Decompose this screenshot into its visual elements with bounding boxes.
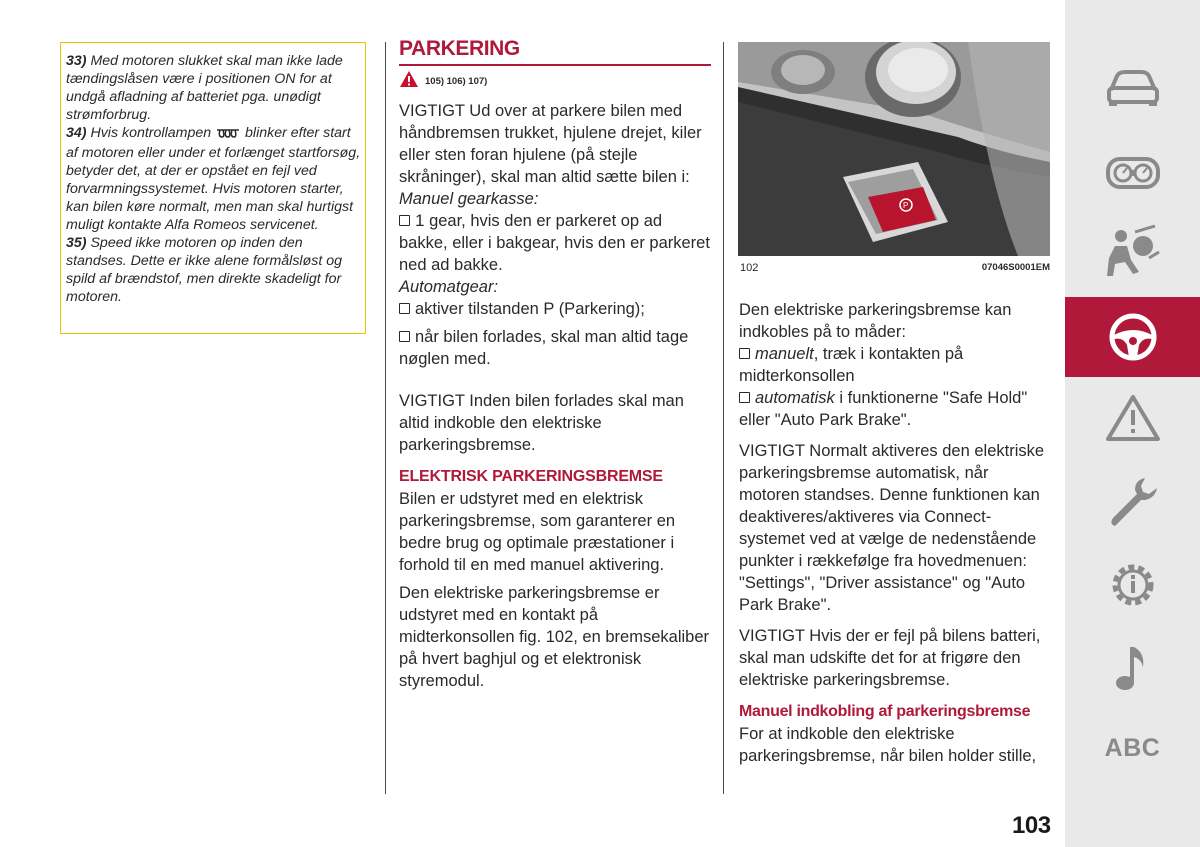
paragraph: For at indkoble den elektriske parkeringsbremse, når bilen holder stille, — [739, 725, 1037, 765]
airbag-safety-icon — [1105, 224, 1161, 280]
figure-number: 102 — [740, 262, 759, 274]
page-number: 103 — [1012, 812, 1051, 839]
dashboard-icon — [1105, 153, 1161, 193]
chapter-sidebar — [1065, 0, 1200, 847]
automatic-gearbox-label: Automatgear: — [399, 278, 499, 296]
note-number: 35) — [66, 235, 87, 251]
glow-plug-icon — [215, 126, 241, 144]
sidebar-item-dashboard[interactable] — [1065, 133, 1200, 213]
car-icon — [1105, 68, 1161, 108]
paragraph: VIGTIGT Normalt aktiveres den elektriske parkeringsbremse automatisk, når motoren standses. Denne funktionen kan deaktiveres/aktiveres via Connect-systemet ved at vælge de nedenstående punkter i rækkefølge fra hovedmenuen: "Settings", "Driver assistance" og "Auto Park Brake". — [739, 442, 1045, 614]
sidebar-item-safety[interactable] — [1065, 212, 1200, 292]
checkbox-bullet-icon — [739, 392, 750, 403]
figure-caption — [740, 262, 1050, 278]
list-item-text: aktiver tilstanden P (Parkering); — [415, 300, 645, 318]
sidebar-item-maintenance[interactable] — [1065, 462, 1200, 542]
subheading: ELEKTRISK PARKERINGSBREMSE — [399, 468, 663, 485]
checkbox-bullet-icon — [399, 331, 410, 342]
warning-triangle-icon — [1105, 393, 1161, 443]
list-item-text: , træk i kontakten på midterkonsollen — [739, 345, 964, 385]
sidebar-item-index[interactable] — [1065, 708, 1200, 788]
note-text: Speed ikke motoren op inden den standses. Dette er ikke alene formålsløst og spild af brændstof, men direkte skadeligt for motoren. — [66, 235, 342, 305]
note-33 — [66, 52, 365, 124]
figure-image — [738, 42, 1050, 256]
index-label: ABC — [1104, 733, 1161, 762]
list-item — [739, 387, 1051, 431]
checkbox-bullet-icon — [399, 215, 410, 226]
sidebar-item-multimedia[interactable] — [1065, 627, 1200, 707]
note-number: 34) — [66, 125, 87, 141]
paragraph: VIGTIGT Inden bilen forlades skal man altid indkoble den elektriske parkeringsbremse. — [399, 392, 684, 454]
note-text: Hvis kontrollampen — [90, 125, 212, 141]
manual-gearbox-label: Manuel gearkasse: — [399, 190, 539, 208]
note-35 — [66, 234, 365, 306]
column-divider — [723, 42, 724, 794]
checkbox-bullet-icon — [399, 303, 410, 314]
info-gear-icon — [1105, 557, 1161, 613]
warning-row — [399, 71, 711, 93]
note-number: 33) — [66, 53, 87, 69]
list-item — [739, 343, 1051, 387]
note-34 — [66, 124, 365, 234]
music-note-icon — [1111, 641, 1155, 693]
wrench-icon — [1105, 474, 1161, 530]
sidebar-item-warnings[interactable] — [1065, 378, 1200, 458]
svg-text:P: P — [903, 201, 909, 210]
warning-references: 105) 106) 107) — [425, 76, 488, 87]
section-heading: PARKERING — [399, 38, 711, 66]
paragraph: Den elektriske parkeringsbremse kan indkobles på to måder: — [739, 301, 1012, 341]
paragraph: Bilen er udstyret med en elektrisk parkeringsbremse, som garanterer en bedre brug og optimale præstationer i forhold til en med manuel aktivering. — [399, 490, 676, 574]
list-item — [399, 298, 711, 320]
note-text: Med motoren slukket skal man ikke lade tændingslåsen være i positionen ON for at undgå afladning af batteriet pga. unødigt strømforbrug. — [66, 53, 343, 123]
list-item — [399, 326, 711, 370]
list-item-emphasis: manuelt — [755, 345, 814, 363]
warning-triangle-icon — [399, 70, 419, 94]
sidebar-item-driving[interactable] — [1065, 297, 1200, 377]
notes-box — [60, 42, 366, 334]
subheading: Manuel indkobling af parkeringsbremse — [739, 703, 1031, 720]
sidebar-item-technical-data[interactable] — [1065, 545, 1200, 625]
right-column — [739, 299, 1051, 767]
steering-wheel-icon — [1107, 311, 1159, 363]
list-item-text: i funktionerne "Safe Hold" eller "Auto Park Brake". — [739, 389, 1028, 429]
list-item-emphasis: automatisk — [755, 389, 835, 407]
paragraph: VIGTIGT Ud over at parkere bilen med håndbremsen trukket, hjulene drejet, kiler eller sten foran hjulene (på stejle skråninger), skal man altid sætte bilen i: — [399, 102, 702, 186]
column-divider — [385, 42, 386, 794]
paragraph: VIGTIGT Hvis der er fejl på bilens batteri, skal man udskifte det for at frigøre den elektriske parkeringsbremse. — [739, 627, 1041, 689]
gear-number: 1 — [415, 211, 425, 230]
figure-code: 07046S0001EM — [981, 262, 1050, 273]
checkbox-bullet-icon — [739, 348, 750, 359]
middle-column — [399, 38, 711, 692]
list-item — [399, 210, 711, 276]
note-text: blinker efter start af motoren eller under et forlænget startforsøg, betyder det, at der er opstået en fejl ved forvarmningssystemet. Hvis motoren starter, kan bilen køre normalt, men man skal hurtigst muligt kontakte Alfa Romeos servicenet. — [66, 125, 361, 233]
list-item-text: når bilen forlades, skal man altid tage nøglen med. — [399, 328, 689, 368]
paragraph: Den elektriske parkeringsbremse er udstyret med en kontakt på midterkonsollen fig. 102, en bremsekaliber på hvert baghjul og et elektronisk styremodul. — [399, 584, 709, 690]
sidebar-item-car[interactable] — [1065, 48, 1200, 128]
list-item-text: gear, hvis den er parkeret op ad bakke, eller i bakgear, hvis den er parkeret ned ad bakke. — [399, 212, 710, 274]
